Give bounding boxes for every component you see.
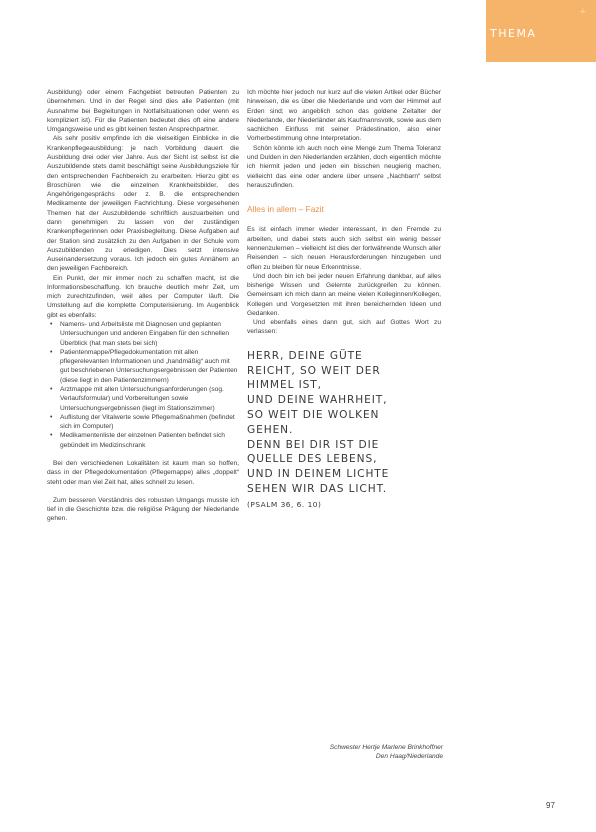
verse-line: SEHEN WIR DAS LICHT. bbox=[247, 482, 387, 495]
right-paragraph-5: Und ebenfalls eines dann gut, sich auf Gottes Wort zu verlassen: bbox=[247, 319, 441, 336]
list-item: • Namens- und Arbeitsliste mit Diagnosen und geplanten Untersuchungen und anderen Eingaben für den schnellen Überblick (hat man stets bei sich) bbox=[47, 320, 239, 348]
verse-line: HERR, DEINE GÜTE bbox=[247, 349, 363, 362]
left-paragraph-5: Zum besseren Verständnis des robusten Umgangs musste ich tief in die Geschichte bzw. die religiöse Prägung der Niederlande gehen. bbox=[47, 496, 239, 523]
info-source-list bbox=[47, 320, 239, 450]
right-paragraph-2: Schön könnte ich auch noch eine Menge zum Thema Toleranz und Dulden in den Niederlanden erzählen, doch eigentlich möchte ich hiermit jeden und jeden ein bisschen neugierig machen, vielleicht das eine oder andere über unsere „Nachbarn“ selbst herauszufinden. bbox=[247, 144, 441, 189]
author-signature bbox=[283, 743, 443, 762]
verse-line: UND DEINE WAHRHEIT, bbox=[247, 394, 388, 407]
verse-line: DENN BEI DIR IST DIE bbox=[247, 438, 380, 451]
left-paragraph-3: Ein Punkt, der mir immer noch zu schaffen macht, ist die Informationsbeschaffung. Ich brauche deutlich mehr Zeit, um mich zurechtzufinden, weil alles per Computer läuft. Die Umstellung auf die komplette Computerisierung. Im Augenblick gibt es ebenfalls: bbox=[47, 274, 239, 319]
right-paragraph-4: Und doch bin ich bei jeder neuen Erfahrung dankbar, auf alles bisherige Wissen und Gelernte zurückgreifen zu können. Gemeinsam ich mich dann an meine vielen Kolleginnen/Kollegen, Kollegen und Vorgesetzten mit ihren bereichernden Ideen und Gedanken. bbox=[247, 272, 441, 317]
author-name: Schwester Hertje Marlene Brinkhoffner bbox=[329, 744, 443, 751]
right-column bbox=[247, 88, 441, 788]
verse-line: REICHT, SO WEIT DER bbox=[247, 364, 381, 377]
author-location: Den Haag/Niederlande bbox=[375, 753, 443, 761]
psalm-verse bbox=[247, 349, 441, 497]
right-paragraph-1: Ich möchte hier jedoch nur kurz auf die vielen Artikel oder Bücher hinweisen, die es über die Niederlande und vom der Himmel auf Erden sind; wo angeblich schon das goldene Zeitalter der Niederlande, der Niederländer als Kaufmannsvolk, sowie aus dem sachlichen Einfluss mit seiner Prädestination, also einer Vorherbestimmung ohne Interpretation. bbox=[247, 89, 441, 143]
section-label: THEMA bbox=[490, 27, 537, 40]
left-paragraph-2: Als sehr positiv empfinde ich die vielseitigen Einblicke in die Krankenpflegeausbildung: je nach Vorbildung dauert die Ausbildung drei oder vier Jahre. Aus der Sicht ist selbst ist die Auszubildende stets damit beschäftigt seine Ausbildungsziele für den entsprechenden Fachbereich zu erarbeiten. Hierzu gibt es Broschüren wie die einzelnen Krankheitsbilder, des Angehörigengesprächs oder z. B. die entsprechenden Medikamente der jeweiligen Fachrichtung. Diese vorgesehenen Themen hat der Auszubildende schriftlich auszuarbeiten und dann genehmigen zu lassen von der zuständigen Krankenpflegerinnen oder Praxisbegleitung. Diese Aufgaben auf der Station sind zusätzlich zu den Aufgaben in der Schule vom Auszubildenden zu erledigen. Dies setzt intensive Auseinandersetzung voraus. Ich jedoch ein gutes Annähern an den jeweiligen Fachbereich. bbox=[47, 135, 239, 273]
verse-line: SO WEIT DIE WOLKEN bbox=[247, 408, 380, 421]
left-paragraph-1: Ausbildung) oder einem Fachgebiet betreuten Patienten zu übernehmen. Und in der Regel sind dies alle Patienten (mit Ausnahme bei Begleitungen in Notfallsituationen oder wenn es kompliziert ist). Für die Patienten bedeutet dies oft eine andere Umgangsweise und es gibt keinen festen Ansprechpartner. bbox=[47, 89, 239, 134]
section-heading: Alles in allem – Fazit bbox=[247, 204, 324, 215]
verse-line: UND IN DEINEM LICHTE bbox=[247, 468, 390, 481]
page-number: 97 bbox=[546, 801, 555, 810]
corner-mark: + bbox=[579, 6, 586, 18]
list-item: • Auflistung der Vitalwerte sowie Pflegemaßnahmen (befindet sich im Computer) bbox=[47, 413, 239, 432]
right-paragraph-3: Es ist einfach immer wieder interessant, in den Fremde zu arbeiten, und dabei stets auch sich selbst ein wenig besser kennenzulernen – vielleicht ist dies der fortwährende Wunsch aller Reisenden – sich neuen Herausforderungen hinzugeben und offen zu bleiben für neue Erkenntnisse. bbox=[247, 226, 441, 271]
verse-line: GEHEN. bbox=[247, 423, 294, 436]
left-paragraph-4: Bei den verschiedenen Lokalitäten ist kaum man so hoffen, dass in der Pflegedokumentation (Pflegemappe) alles „doppelt“ steht oder man viel Zeit hat, alles schnell zu lesen. bbox=[47, 459, 239, 486]
list-item: • Arztmappe mit allen Untersuchungsanforderungen (sog. Verlaufsformular) und Vorbereitungen sowie Untersuchungsergebnissen (liegt im Stationszimmer) bbox=[47, 385, 239, 413]
verse-line: HIMMEL IST, bbox=[247, 379, 322, 392]
psalm-reference: (PSALM 36, 6. 10) bbox=[247, 499, 322, 509]
verse-line: QUELLE DES LEBENS, bbox=[247, 453, 378, 466]
list-item: • Patientenmappe/Pflegedokumentation mit allen pflegerelevanten Informationen und „handmäßig“ auch mit gut beschriebenen Untersuchungsergebnissen der Patienten (diese liegt in den Patientenzimmern) bbox=[47, 348, 239, 385]
left-column bbox=[47, 88, 239, 788]
list-item: • Medikamentenliste der einzelnen Patienten befindet sich gebündelt im Medizinschrank bbox=[47, 431, 239, 450]
